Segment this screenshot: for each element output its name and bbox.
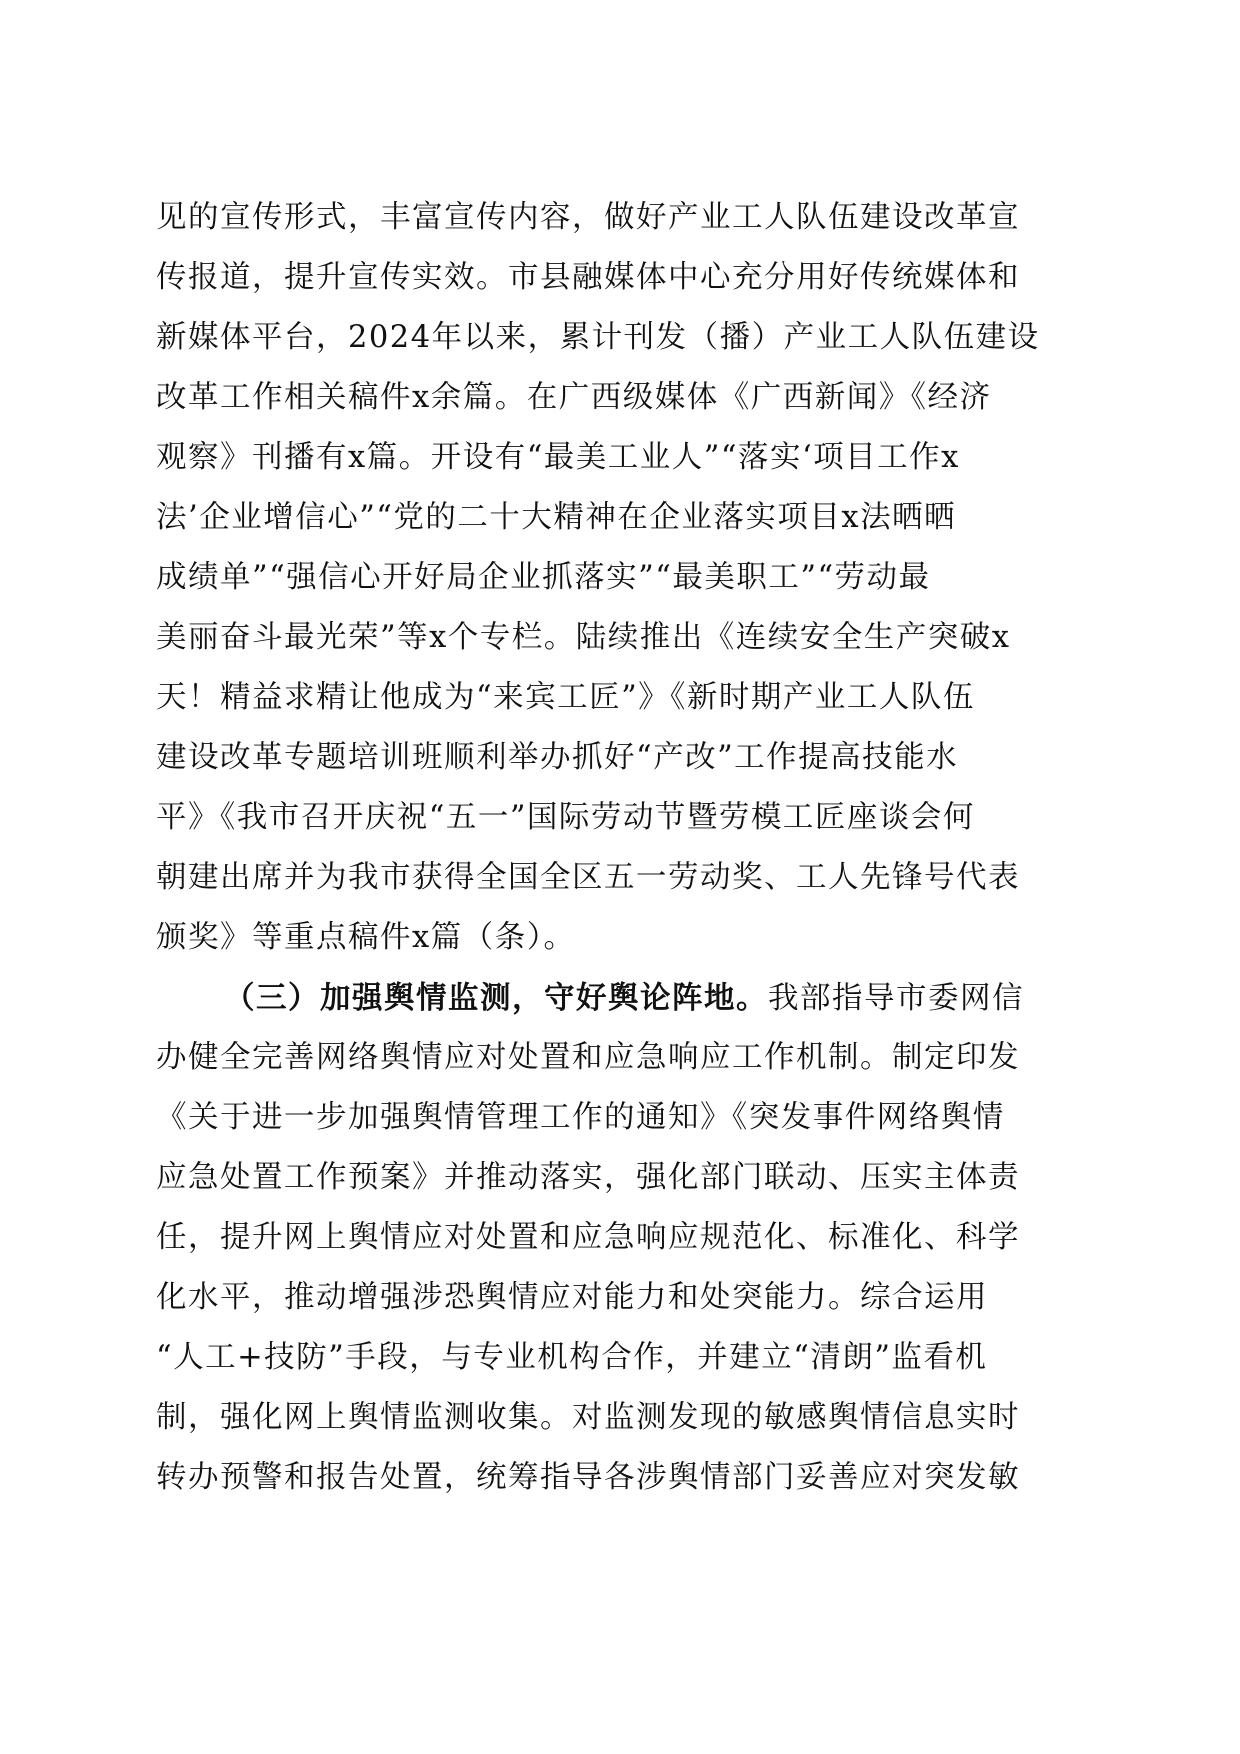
text-line: 美丽奋斗最光荣”等x个专栏。陆续推出《连续安全生产突破x	[156, 620, 1011, 655]
text-line: 见的宣传形式，丰富宣传内容，做好产业工人队伍建设改革宣	[156, 200, 1020, 235]
text-line: 任，提升网上舆情应对处置和应急响应规范化、标准化、科学	[156, 1220, 1020, 1255]
text-line: 化水平，推动增强涉恐舆情应对能力和处突能力。综合运用	[156, 1280, 988, 1315]
text-line: 改革工作相关稿件x余篇。在广西级媒体《广西新闻》《经济	[156, 380, 992, 415]
body-text	[156, 188, 1084, 1508]
text-line: 观察》刊播有x篇。开设有“最美工业人”“落实‘项目工作x	[156, 440, 960, 475]
section-heading: （三）加强舆情监测，守好舆论阵地。	[224, 980, 768, 1016]
text-line: 转办预警和报告处置，统筹指导各涉舆情部门妥善应对突发敏	[156, 1460, 1020, 1495]
text-line: 办健全完善网络舆情应对处置和应急响应工作机制。制定印发	[156, 1040, 1020, 1075]
text-line: 传报道，提升宣传实效。市县融媒体中心充分用好传统媒体和	[156, 260, 1020, 295]
text-line: 制，强化网上舆情监测收集。对监测发现的敏感舆情信息实时	[156, 1400, 1020, 1435]
text-line: 应急处置工作预案》并推动落实，强化部门联动、压实主体责	[156, 1160, 1020, 1195]
text-line: 新媒体平台，2024年以来，累计刊发（播）产业工人队伍建设	[156, 320, 1040, 355]
text-line: 《关于进一步加强舆情管理工作的通知》《突发事件网络舆情	[156, 1100, 1005, 1135]
text-line: 平》《我市召开庆祝“五一”国际劳动节暨劳模工匠座谈会何	[156, 800, 975, 835]
section-heading-line	[156, 968, 1084, 1028]
text-line: 法’企业增信心”“党的二十大精神在企业落实项目x法晒晒	[156, 500, 957, 535]
text-line: 建设改革专题培训班顺利举办抓好“产改”工作提高技能水	[156, 740, 959, 775]
text-line: “人工+技防”手段，与专业机构合作，并建立“清朗”监看机	[156, 1340, 988, 1375]
text-line: 天！精益求精让他成为“来宾工匠”》《新时期产业工人队伍	[156, 680, 975, 715]
text-line: 成绩单”“强信心开好局企业抓落实”“最美职工”“劳动最	[156, 560, 931, 595]
text-line: 颁奖》等重点稿件x篇（条）。	[156, 920, 576, 955]
text-line: 朝建出席并为我市获得全国全区五一劳动奖、工人先锋号代表	[156, 860, 1020, 895]
heading-line-text: 我部指导市委网信	[768, 981, 1024, 1016]
